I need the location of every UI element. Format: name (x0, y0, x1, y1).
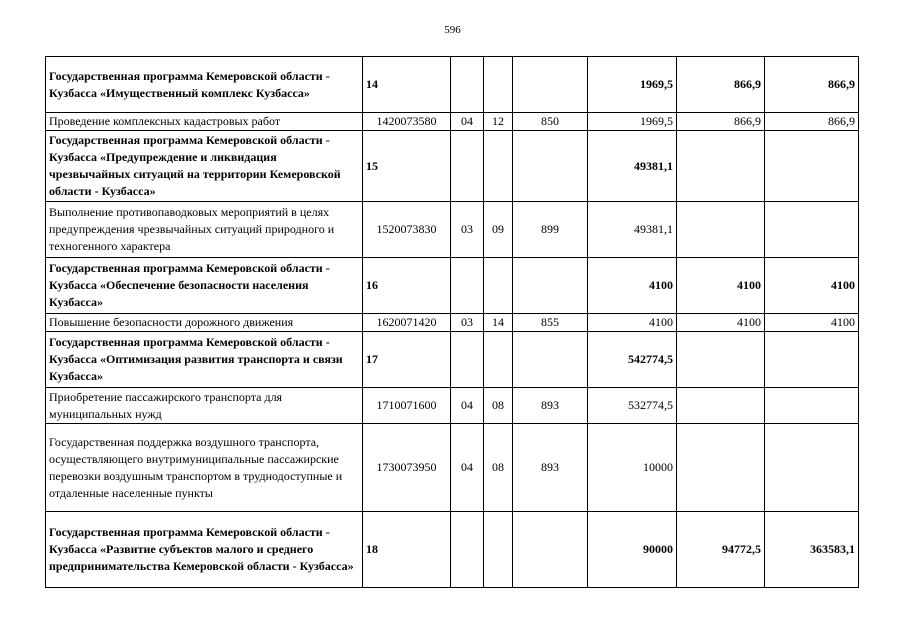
cell-sum-3: 363583,1 (765, 512, 859, 588)
cell-sum-1: 49381,1 (588, 202, 677, 258)
cell-section: 04 (451, 388, 484, 424)
cell-section (451, 332, 484, 388)
cell-name: Государственная программа Кемеровской области - Кузбасса «Развитие субъектов малого и среднего предпринимательства Кемеровской области - Кузбасса» (46, 512, 363, 588)
cell-sum-1: 4100 (588, 258, 677, 314)
cell-expense-type: 893 (513, 424, 588, 512)
cell-code: 14 (363, 57, 451, 113)
cell-sum-1: 49381,1 (588, 131, 677, 202)
cell-name: Повышение безопасности дорожного движения (46, 314, 363, 332)
program-row (46, 131, 859, 202)
cell-sum-3: 866,9 (765, 57, 859, 113)
cell-sum-2 (677, 202, 765, 258)
cell-sum-2: 94772,5 (677, 512, 765, 588)
cell-sum-3 (765, 424, 859, 512)
cell-sum-1: 4100 (588, 314, 677, 332)
cell-section (451, 258, 484, 314)
cell-name: Проведение комплексных кадастровых работ (46, 113, 363, 131)
cell-sum-1: 1969,5 (588, 57, 677, 113)
cell-expense-type: 855 (513, 314, 588, 332)
cell-subsection (484, 512, 513, 588)
cell-code: 15 (363, 131, 451, 202)
cell-sum-1: 90000 (588, 512, 677, 588)
cell-code: 17 (363, 332, 451, 388)
cell-subsection: 08 (484, 424, 513, 512)
cell-section: 04 (451, 113, 484, 131)
cell-sum-2: 4100 (677, 314, 765, 332)
cell-subsection: 08 (484, 388, 513, 424)
cell-section (451, 131, 484, 202)
cell-name: Государственная программа Кемеровской области - Кузбасса «Имущественный комплекс Кузбасса» (46, 57, 363, 113)
cell-sum-2: 4100 (677, 258, 765, 314)
cell-name: Приобретение пассажирского транспорта для муниципальных нужд (46, 388, 363, 424)
program-row (46, 332, 859, 388)
cell-expense-type: 899 (513, 202, 588, 258)
cell-subsection (484, 131, 513, 202)
table-body (46, 57, 859, 588)
cell-expense-type: 893 (513, 388, 588, 424)
cell-sum-3: 866,9 (765, 113, 859, 131)
item-row (46, 202, 859, 258)
cell-name: Государственная программа Кемеровской области - Кузбасса «Оптимизация развития транспорта и связи Кузбасса» (46, 332, 363, 388)
cell-name: Выполнение противопаводковых мероприятий в целях предупреждения чрезвычайных ситуаций природного и техногенного характера (46, 202, 363, 258)
cell-sum-1: 532774,5 (588, 388, 677, 424)
cell-section: 04 (451, 424, 484, 512)
cell-sum-3 (765, 131, 859, 202)
cell-name: Государственная поддержка воздушного транспорта, осуществляющего внутримуниципальные пассажирские перевозки воздушным транспортом в труднодоступные и отдаленные населенные пункты (46, 424, 363, 512)
cell-section: 03 (451, 314, 484, 332)
item-row (46, 424, 859, 512)
cell-sum-2: 866,9 (677, 113, 765, 131)
cell-subsection (484, 332, 513, 388)
cell-subsection: 12 (484, 113, 513, 131)
cell-sum-3: 4100 (765, 258, 859, 314)
cell-sum-1: 542774,5 (588, 332, 677, 388)
cell-sum-1: 1969,5 (588, 113, 677, 131)
cell-sum-3 (765, 202, 859, 258)
item-row (46, 314, 859, 332)
cell-subsection: 14 (484, 314, 513, 332)
cell-section (451, 57, 484, 113)
budget-table (45, 56, 859, 588)
cell-expense-type: 850 (513, 113, 588, 131)
cell-sum-3 (765, 388, 859, 424)
cell-section (451, 512, 484, 588)
cell-sum-2: 866,9 (677, 57, 765, 113)
cell-sum-2 (677, 332, 765, 388)
cell-section: 03 (451, 202, 484, 258)
cell-expense-type (513, 57, 588, 113)
cell-expense-type (513, 512, 588, 588)
item-row (46, 113, 859, 131)
cell-name: Государственная программа Кемеровской области - Кузбасса «Обеспечение безопасности населения Кузбасса» (46, 258, 363, 314)
program-row (46, 57, 859, 113)
program-row (46, 512, 859, 588)
cell-code: 1730073950 (363, 424, 451, 512)
cell-code: 1710071600 (363, 388, 451, 424)
cell-sum-3 (765, 332, 859, 388)
cell-expense-type (513, 258, 588, 314)
cell-sum-2 (677, 388, 765, 424)
cell-sum-2 (677, 131, 765, 202)
item-row (46, 388, 859, 424)
cell-code: 16 (363, 258, 451, 314)
cell-expense-type (513, 131, 588, 202)
cell-subsection (484, 57, 513, 113)
cell-code: 18 (363, 512, 451, 588)
cell-sum-1: 10000 (588, 424, 677, 512)
cell-code: 1520073830 (363, 202, 451, 258)
program-row (46, 258, 859, 314)
cell-subsection (484, 258, 513, 314)
cell-name: Государственная программа Кемеровской области - Кузбасса «Предупреждение и ликвидация чрезвычайных ситуаций на территории Кемеровской области - Кузбасса» (46, 131, 363, 202)
page-number: 596 (444, 24, 461, 36)
cell-sum-2 (677, 424, 765, 512)
cell-sum-3: 4100 (765, 314, 859, 332)
cell-code: 1620071420 (363, 314, 451, 332)
cell-subsection: 09 (484, 202, 513, 258)
cell-expense-type (513, 332, 588, 388)
cell-code: 1420073580 (363, 113, 451, 131)
